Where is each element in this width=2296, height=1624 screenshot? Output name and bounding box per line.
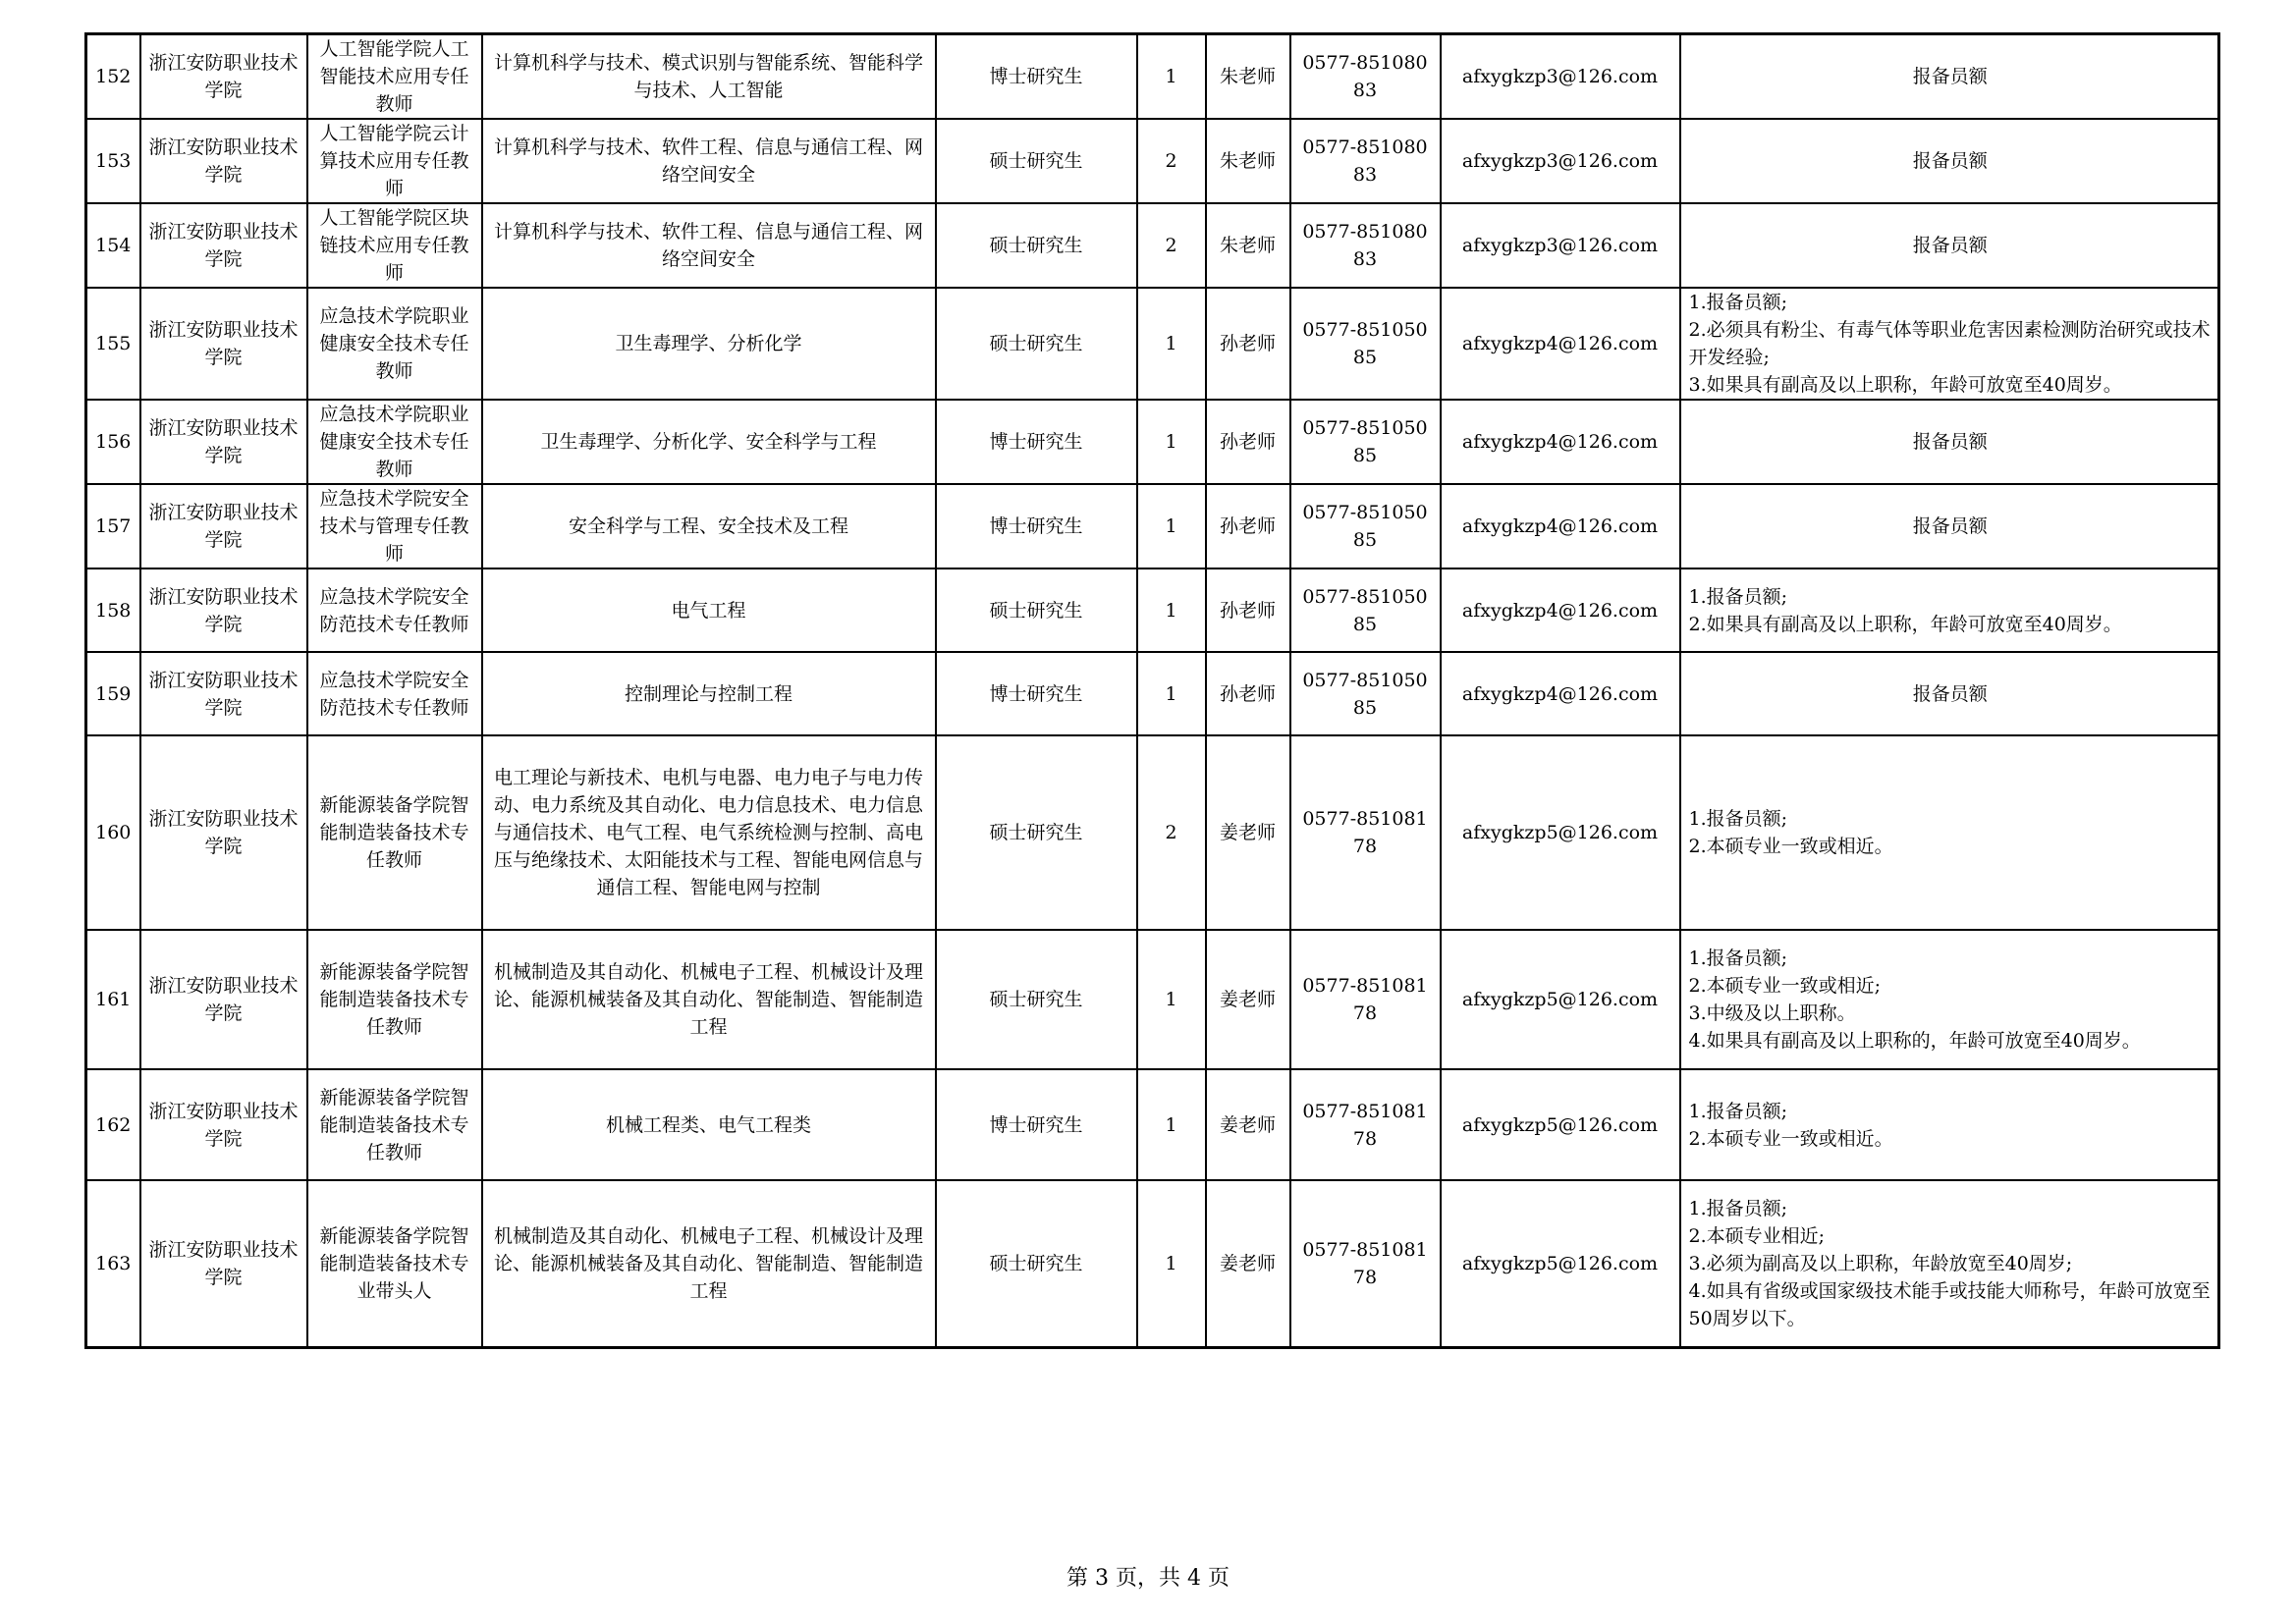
employer-cell: 浙江安防职业技术学院 bbox=[140, 119, 307, 203]
major-cell: 电气工程 bbox=[482, 568, 936, 652]
contact-cell: 孙老师 bbox=[1206, 652, 1290, 735]
note-cell: 报备员额 bbox=[1680, 203, 2219, 288]
table-row bbox=[86, 484, 2219, 568]
position-cell: 应急技术学院安全技术与管理专任教师 bbox=[307, 484, 482, 568]
position-cell: 应急技术学院职业健康安全技术专任教师 bbox=[307, 288, 482, 400]
position-cell: 新能源装备学院智能制造装备技术专任教师 bbox=[307, 930, 482, 1069]
note-cell: 1.报备员额; 2.本硕专业一致或相近。 bbox=[1680, 1069, 2219, 1180]
contact-cell: 姜老师 bbox=[1206, 930, 1290, 1069]
headcount-cell: 2 bbox=[1137, 203, 1206, 288]
position-cell: 应急技术学院安全防范技术专任教师 bbox=[307, 652, 482, 735]
major-cell: 计算机科学与技术、模式识别与智能系统、智能科学与技术、人工智能 bbox=[482, 34, 936, 120]
phone-cell: 0577-85108083 bbox=[1290, 34, 1441, 120]
headcount-cell: 1 bbox=[1137, 1180, 1206, 1347]
email-cell: afxygkzp4@126.com bbox=[1441, 400, 1680, 484]
headcount-cell: 1 bbox=[1137, 930, 1206, 1069]
degree-cell: 硕士研究生 bbox=[936, 735, 1137, 930]
email-cell: afxygkzp4@126.com bbox=[1441, 568, 1680, 652]
major-cell: 机械制造及其自动化、机械电子工程、机械设计及理论、能源机械装备及其自动化、智能制造、智能制造工程 bbox=[482, 930, 936, 1069]
employer-cell: 浙江安防职业技术学院 bbox=[140, 1180, 307, 1347]
email-cell: afxygkzp5@126.com bbox=[1441, 1069, 1680, 1180]
note-cell: 报备员额 bbox=[1680, 484, 2219, 568]
table-row bbox=[86, 34, 2219, 120]
note-cell: 1.报备员额; 2.本硕专业一致或相近; 3.中级及以上职称。 4.如果具有副高及以上职称的，年龄可放宽至40周岁。 bbox=[1680, 930, 2219, 1069]
degree-cell: 博士研究生 bbox=[936, 34, 1137, 120]
position-cell: 人工智能学院人工智能技术应用专任教师 bbox=[307, 34, 482, 120]
degree-cell: 硕士研究生 bbox=[936, 930, 1137, 1069]
position-cell: 人工智能学院区块链技术应用专任教师 bbox=[307, 203, 482, 288]
row-number: 156 bbox=[86, 400, 140, 484]
row-number: 153 bbox=[86, 119, 140, 203]
major-cell: 卫生毒理学、分析化学、安全科学与工程 bbox=[482, 400, 936, 484]
table-row bbox=[86, 119, 2219, 203]
table-row bbox=[86, 735, 2219, 930]
contact-cell: 朱老师 bbox=[1206, 119, 1290, 203]
email-cell: afxygkzp5@126.com bbox=[1441, 930, 1680, 1069]
note-cell: 报备员额 bbox=[1680, 400, 2219, 484]
headcount-cell: 2 bbox=[1137, 735, 1206, 930]
headcount-cell: 1 bbox=[1137, 652, 1206, 735]
note-cell: 1.报备员额; 2.本硕专业相近; 3.必须为副高及以上职称，年龄放宽至40周岁; 4.如具有省级或国家级技术能手或技能大师称号，年龄可放宽至50周岁以下。 bbox=[1680, 1180, 2219, 1347]
phone-cell: 0577-85105085 bbox=[1290, 568, 1441, 652]
degree-cell: 博士研究生 bbox=[936, 400, 1137, 484]
row-number: 161 bbox=[86, 930, 140, 1069]
note-cell: 报备员额 bbox=[1680, 119, 2219, 203]
position-cell: 新能源装备学院智能制造装备技术专任教师 bbox=[307, 1069, 482, 1180]
headcount-cell: 2 bbox=[1137, 119, 1206, 203]
headcount-cell: 1 bbox=[1137, 484, 1206, 568]
row-number: 162 bbox=[86, 1069, 140, 1180]
table-row bbox=[86, 652, 2219, 735]
table-row bbox=[86, 400, 2219, 484]
phone-cell: 0577-85108083 bbox=[1290, 119, 1441, 203]
table-body bbox=[86, 34, 2219, 1348]
contact-cell: 孙老师 bbox=[1206, 288, 1290, 400]
degree-cell: 硕士研究生 bbox=[936, 203, 1137, 288]
position-cell: 应急技术学院职业健康安全技术专任教师 bbox=[307, 400, 482, 484]
phone-cell: 0577-85108178 bbox=[1290, 1069, 1441, 1180]
employer-cell: 浙江安防职业技术学院 bbox=[140, 34, 307, 120]
degree-cell: 博士研究生 bbox=[936, 484, 1137, 568]
email-cell: afxygkzp4@126.com bbox=[1441, 288, 1680, 400]
page-footer: 第 3 页，共 4 页 bbox=[1066, 1566, 1230, 1591]
position-cell: 新能源装备学院智能制造装备技术专业带头人 bbox=[307, 1180, 482, 1347]
row-number: 157 bbox=[86, 484, 140, 568]
degree-cell: 硕士研究生 bbox=[936, 568, 1137, 652]
table-row bbox=[86, 1180, 2219, 1347]
phone-cell: 0577-85105085 bbox=[1290, 400, 1441, 484]
email-cell: afxygkzp3@126.com bbox=[1441, 119, 1680, 203]
row-number: 152 bbox=[86, 34, 140, 120]
contact-cell: 朱老师 bbox=[1206, 34, 1290, 120]
employer-cell: 浙江安防职业技术学院 bbox=[140, 735, 307, 930]
email-cell: afxygkzp3@126.com bbox=[1441, 203, 1680, 288]
contact-cell: 朱老师 bbox=[1206, 203, 1290, 288]
phone-cell: 0577-85108083 bbox=[1290, 203, 1441, 288]
degree-cell: 博士研究生 bbox=[936, 652, 1137, 735]
contact-cell: 姜老师 bbox=[1206, 1069, 1290, 1180]
email-cell: afxygkzp4@126.com bbox=[1441, 652, 1680, 735]
email-cell: afxygkzp5@126.com bbox=[1441, 735, 1680, 930]
degree-cell: 硕士研究生 bbox=[936, 119, 1137, 203]
degree-cell: 硕士研究生 bbox=[936, 288, 1137, 400]
phone-cell: 0577-85108178 bbox=[1290, 735, 1441, 930]
row-number: 163 bbox=[86, 1180, 140, 1347]
table-row bbox=[86, 1069, 2219, 1180]
employer-cell: 浙江安防职业技术学院 bbox=[140, 203, 307, 288]
recruitment-table bbox=[84, 32, 2220, 1349]
major-cell: 机械工程类、电气工程类 bbox=[482, 1069, 936, 1180]
degree-cell: 博士研究生 bbox=[936, 1069, 1137, 1180]
employer-cell: 浙江安防职业技术学院 bbox=[140, 652, 307, 735]
major-cell: 机械制造及其自动化、机械电子工程、机械设计及理论、能源机械装备及其自动化、智能制造、智能制造工程 bbox=[482, 1180, 936, 1347]
employer-cell: 浙江安防职业技术学院 bbox=[140, 484, 307, 568]
major-cell: 卫生毒理学、分析化学 bbox=[482, 288, 936, 400]
row-number: 160 bbox=[86, 735, 140, 930]
note-cell: 1.报备员额; 2.必须具有粉尘、有毒气体等职业危害因素检测防治研究或技术开发经验; 3.如果具有副高及以上职称，年龄可放宽至40周岁。 bbox=[1680, 288, 2219, 400]
position-cell: 人工智能学院云计算技术应用专任教师 bbox=[307, 119, 482, 203]
phone-cell: 0577-85105085 bbox=[1290, 484, 1441, 568]
headcount-cell: 1 bbox=[1137, 34, 1206, 120]
email-cell: afxygkzp4@126.com bbox=[1441, 484, 1680, 568]
major-cell: 控制理论与控制工程 bbox=[482, 652, 936, 735]
phone-cell: 0577-85108178 bbox=[1290, 930, 1441, 1069]
contact-cell: 孙老师 bbox=[1206, 484, 1290, 568]
employer-cell: 浙江安防职业技术学院 bbox=[140, 400, 307, 484]
major-cell: 电工理论与新技术、电机与电器、电力电子与电力传动、电力系统及其自动化、电力信息技术、电力信息与通信技术、电气工程、电气系统检测与控制、高电压与绝缘技术、太阳能技术与工程、智能电网信息与通信工程、智能电网与控制 bbox=[482, 735, 936, 930]
phone-cell: 0577-85108178 bbox=[1290, 1180, 1441, 1347]
major-cell: 计算机科学与技术、软件工程、信息与通信工程、网络空间安全 bbox=[482, 119, 936, 203]
headcount-cell: 1 bbox=[1137, 568, 1206, 652]
note-cell: 报备员额 bbox=[1680, 34, 2219, 120]
employer-cell: 浙江安防职业技术学院 bbox=[140, 568, 307, 652]
email-cell: afxygkzp3@126.com bbox=[1441, 34, 1680, 120]
position-cell: 应急技术学院安全防范技术专任教师 bbox=[307, 568, 482, 652]
position-cell: 新能源装备学院智能制造装备技术专任教师 bbox=[307, 735, 482, 930]
major-cell: 计算机科学与技术、软件工程、信息与通信工程、网络空间安全 bbox=[482, 203, 936, 288]
employer-cell: 浙江安防职业技术学院 bbox=[140, 1069, 307, 1180]
employer-cell: 浙江安防职业技术学院 bbox=[140, 288, 307, 400]
note-cell: 1.报备员额; 2.本硕专业一致或相近。 bbox=[1680, 735, 2219, 930]
table-row bbox=[86, 288, 2219, 400]
note-cell: 报备员额 bbox=[1680, 652, 2219, 735]
table-row bbox=[86, 568, 2219, 652]
note-cell: 1.报备员额; 2.如果具有副高及以上职称，年龄可放宽至40周岁。 bbox=[1680, 568, 2219, 652]
contact-cell: 孙老师 bbox=[1206, 568, 1290, 652]
headcount-cell: 1 bbox=[1137, 400, 1206, 484]
employer-cell: 浙江安防职业技术学院 bbox=[140, 930, 307, 1069]
major-cell: 安全科学与工程、安全技术及工程 bbox=[482, 484, 936, 568]
phone-cell: 0577-85105085 bbox=[1290, 652, 1441, 735]
degree-cell: 硕士研究生 bbox=[936, 1180, 1137, 1347]
contact-cell: 姜老师 bbox=[1206, 735, 1290, 930]
table-row bbox=[86, 203, 2219, 288]
row-number: 155 bbox=[86, 288, 140, 400]
row-number: 158 bbox=[86, 568, 140, 652]
contact-cell: 孙老师 bbox=[1206, 400, 1290, 484]
row-number: 159 bbox=[86, 652, 140, 735]
email-cell: afxygkzp5@126.com bbox=[1441, 1180, 1680, 1347]
row-number: 154 bbox=[86, 203, 140, 288]
contact-cell: 姜老师 bbox=[1206, 1180, 1290, 1347]
headcount-cell: 1 bbox=[1137, 1069, 1206, 1180]
table-row bbox=[86, 930, 2219, 1069]
headcount-cell: 1 bbox=[1137, 288, 1206, 400]
phone-cell: 0577-85105085 bbox=[1290, 288, 1441, 400]
